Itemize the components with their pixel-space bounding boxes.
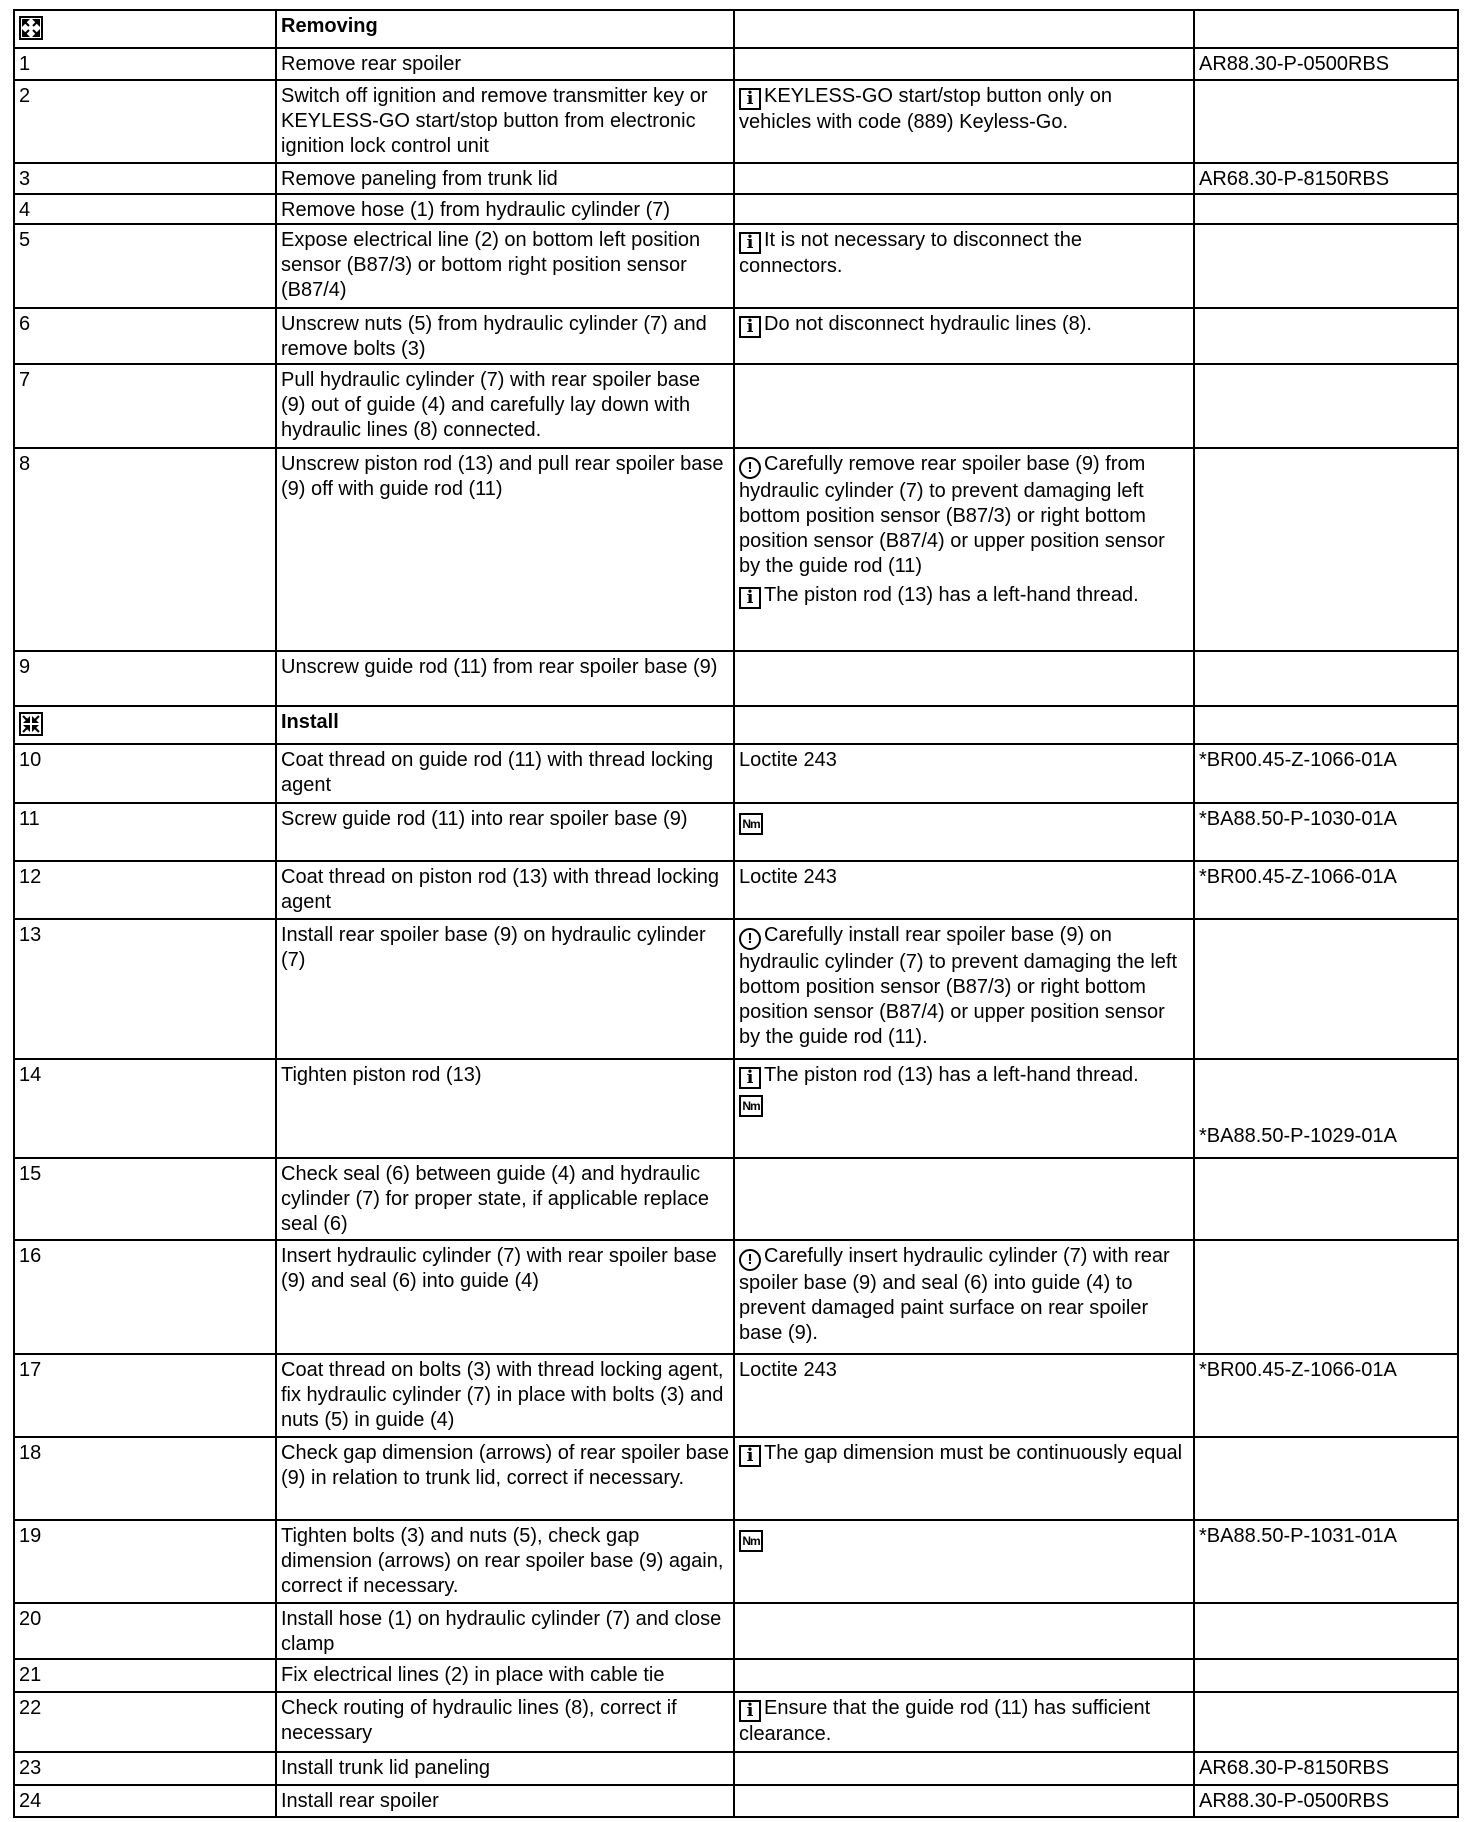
reference-cell: [1194, 1059, 1458, 1158]
empty-cell: [734, 10, 1194, 48]
step-row: [14, 448, 1458, 651]
step-number: 19: [14, 1520, 276, 1603]
step-description: Insert hydraulic cylinder (7) with rear spoiler base (9) and seal (6) into guide (4): [276, 1240, 734, 1354]
note-text: Ensure that the guide rod (11) has sufficient clearance.: [739, 1697, 1151, 1745]
reference-cell: [1194, 919, 1458, 1059]
step-row: [14, 1659, 1458, 1692]
step-notes: [734, 48, 1194, 80]
note-text: Loctite 243: [739, 749, 837, 771]
step-notes: [734, 744, 1194, 803]
reference-cell: [1194, 861, 1458, 919]
step-row: [14, 194, 1458, 224]
step-row: [14, 1437, 1458, 1520]
section-row-install: [14, 706, 1458, 744]
step-row: [14, 651, 1458, 706]
step-row: [14, 224, 1458, 308]
info-icon: i: [739, 88, 761, 110]
step-row: [14, 919, 1458, 1059]
caution-icon: !: [739, 1249, 761, 1271]
reference-cell: [1194, 1520, 1458, 1603]
reference-cell: [1194, 224, 1458, 308]
step-description: Remove paneling from trunk lid: [276, 163, 734, 194]
step-description: Unscrew guide rod (11) from rear spoiler base (9): [276, 651, 734, 706]
step-notes: [734, 1059, 1194, 1158]
step-notes: [734, 1354, 1194, 1437]
step-row: [14, 1692, 1458, 1752]
step-number: 21: [14, 1659, 276, 1692]
step-number: 11: [14, 803, 276, 861]
reference-cell: [1194, 448, 1458, 651]
step-description: Remove hose (1) from hydraulic cylinder (7): [276, 194, 734, 224]
step-description: Coat thread on piston rod (13) with thread locking agent: [276, 861, 734, 919]
step-description: Check gap dimension (arrows) of rear spoiler base (9) in relation to trunk lid, correct if necessary.: [276, 1437, 734, 1520]
step-number: 6: [14, 308, 276, 364]
note-text: Carefully install rear spoiler base (9) on hydraulic cylinder (7) to prevent damaging the left bottom position sensor (B87/3) or right bottom position sensor (B87/4) or upper position sensor by the guide rod (11).: [739, 924, 1178, 1048]
note-text: Loctite 243: [739, 866, 837, 888]
step-row: [14, 1059, 1458, 1158]
step-notes: [734, 194, 1194, 224]
torque-icon: Nm: [739, 813, 763, 835]
note: [739, 1696, 1189, 1747]
step-row: [14, 744, 1458, 803]
reference-cell: [1194, 744, 1458, 803]
note-text: Loctite 243: [739, 1359, 837, 1381]
step-notes: [734, 308, 1194, 364]
step-number: 20: [14, 1603, 276, 1659]
document-reference-link[interactable]: AR68.30-P-8150RBS: [1199, 1757, 1390, 1779]
note-text: The gap dimension must be continuously equal: [764, 1442, 1183, 1464]
reference-cell: [1194, 803, 1458, 861]
step-number: 4: [14, 194, 276, 224]
caution-icon: !: [739, 928, 761, 950]
step-number: 12: [14, 861, 276, 919]
document-reference-link[interactable]: AR88.30-P-0500RBS: [1199, 53, 1390, 75]
step-notes: [734, 1692, 1194, 1752]
info-icon: i: [739, 232, 761, 254]
section-title: Install: [276, 706, 734, 744]
step-row: [14, 364, 1458, 448]
document-reference-link[interactable]: *BR00.45-Z-1066-01A: [1199, 1359, 1397, 1381]
reference-cell: [1194, 1603, 1458, 1659]
note: [739, 452, 1189, 579]
step-number: 9: [14, 651, 276, 706]
empty-cell: [1194, 706, 1458, 744]
step-row: [14, 1158, 1458, 1240]
step-number: 1: [14, 48, 276, 80]
step-row: [14, 1354, 1458, 1437]
note-text: The piston rod (13) has a left-hand thread.: [764, 1064, 1139, 1086]
note: [739, 312, 1189, 338]
procedure-table: [13, 9, 1459, 1818]
reference-cell: [1194, 1659, 1458, 1692]
step-number: 5: [14, 224, 276, 308]
note: [739, 1441, 1189, 1467]
step-number: 13: [14, 919, 276, 1059]
step-row: [14, 1785, 1458, 1817]
step-number: 22: [14, 1692, 276, 1752]
step-number: 8: [14, 448, 276, 651]
step-row: [14, 163, 1458, 194]
caution-icon: !: [739, 457, 761, 479]
step-number: 7: [14, 364, 276, 448]
step-description: Pull hydraulic cylinder (7) with rear spoiler base (9) out of guide (4) and carefully lay down with hydraulic lines (8) connected.: [276, 364, 734, 448]
step-notes: [734, 1659, 1194, 1692]
note-text: It is not necessary to disconnect the connectors.: [739, 229, 1082, 277]
step-description: Remove rear spoiler: [276, 48, 734, 80]
step-notes: [734, 1520, 1194, 1603]
step-description: Install rear spoiler base (9) on hydraulic cylinder (7): [276, 919, 734, 1059]
step-description: Switch off ignition and remove transmitter key or KEYLESS-GO start/stop button from electronic ignition lock control unit: [276, 80, 734, 163]
step-row: [14, 803, 1458, 861]
step-notes: [734, 1603, 1194, 1659]
reference-cell: [1194, 163, 1458, 194]
note: [739, 84, 1189, 135]
info-icon: i: [739, 316, 761, 338]
note-text: The piston rod (13) has a left-hand thread.: [764, 584, 1139, 606]
step-notes: [734, 861, 1194, 919]
section-row-removing: [14, 10, 1458, 48]
step-number: 2: [14, 80, 276, 163]
torque-icon: Nm: [739, 1530, 763, 1552]
installation-icon: [19, 712, 43, 736]
empty-cell: [734, 706, 1194, 744]
document-reference-link[interactable]: *BA88.50-P-1029-01A: [1199, 1125, 1397, 1147]
note: [739, 810, 1189, 835]
note-text: Carefully insert hydraulic cylinder (7) with rear spoiler base (9) and seal (6) into guide (4) to prevent damaged paint surface on rear spoiler base (9).: [739, 1245, 1170, 1344]
document-reference-link[interactable]: *BR00.45-Z-1066-01A: [1199, 866, 1397, 888]
step-notes: [734, 1437, 1194, 1520]
step-row: [14, 861, 1458, 919]
note: [739, 1063, 1189, 1089]
reference-cell: [1194, 1692, 1458, 1752]
step-row: [14, 1240, 1458, 1354]
note: [739, 865, 1189, 890]
step-notes: [734, 803, 1194, 861]
reference-cell: [1194, 80, 1458, 163]
document-reference-link[interactable]: AR68.30-P-8150RBS: [1199, 168, 1390, 190]
step-description: Unscrew piston rod (13) and pull rear spoiler base (9) off with guide rod (11): [276, 448, 734, 651]
step-number: 18: [14, 1437, 276, 1520]
step-description: Fix electrical lines (2) in place with cable tie: [276, 1659, 734, 1692]
note-text: Carefully remove rear spoiler base (9) from hydraulic cylinder (7) to prevent damaging left bottom position sensor (B87/3) or right bottom position sensor (B87/4) or upper position sensor by the guide rod (11): [739, 453, 1165, 577]
step-number: 23: [14, 1752, 276, 1785]
document-reference-link[interactable]: AR88.30-P-0500RBS: [1199, 1790, 1390, 1812]
note-text: Do not disconnect hydraulic lines (8).: [764, 313, 1092, 335]
step-notes: [734, 651, 1194, 706]
step-row: [14, 1752, 1458, 1785]
step-notes: [734, 224, 1194, 308]
section-icon-cell: [14, 10, 276, 48]
section-icon-cell: [14, 706, 276, 744]
note: [739, 228, 1189, 279]
reference-cell: [1194, 1437, 1458, 1520]
step-row: [14, 1520, 1458, 1603]
step-row: [14, 48, 1458, 80]
reference-cell: [1194, 194, 1458, 224]
step-notes: [734, 1158, 1194, 1240]
step-description: Expose electrical line (2) on bottom left position sensor (B87/3) or bottom right position sensor (B87/4): [276, 224, 734, 308]
note: [739, 1358, 1189, 1383]
step-row: [14, 1603, 1458, 1659]
note: [739, 923, 1189, 1050]
info-icon: i: [739, 1700, 761, 1722]
reference-cell: [1194, 1240, 1458, 1354]
step-notes: [734, 919, 1194, 1059]
note: [739, 1092, 1189, 1117]
step-description: Coat thread on bolts (3) with thread locking agent, fix hydraulic cylinder (7) in place with bolts (3) and nuts (5) in guide (4): [276, 1354, 734, 1437]
step-notes: [734, 448, 1194, 651]
note: [739, 1527, 1189, 1552]
note-text: KEYLESS-GO start/stop button only on vehicles with code (889) Keyless-Go.: [739, 85, 1112, 133]
document-reference-link[interactable]: *BA88.50-P-1030-01A: [1199, 808, 1397, 830]
note: [739, 583, 1189, 609]
step-number: 16: [14, 1240, 276, 1354]
step-number: 15: [14, 1158, 276, 1240]
reference-cell: [1194, 1785, 1458, 1817]
info-icon: i: [739, 587, 761, 609]
reference-cell: [1194, 308, 1458, 364]
section-title: Removing: [276, 10, 734, 48]
step-notes: [734, 1785, 1194, 1817]
step-description: Install trunk lid paneling: [276, 1752, 734, 1785]
step-number: 3: [14, 163, 276, 194]
info-icon: i: [739, 1445, 761, 1467]
step-number: 24: [14, 1785, 276, 1817]
reference-cell: [1194, 48, 1458, 80]
step-notes: [734, 1240, 1194, 1354]
step-number: 17: [14, 1354, 276, 1437]
reference-cell: [1194, 364, 1458, 448]
step-notes: [734, 1752, 1194, 1785]
step-description: Coat thread on guide rod (11) with thread locking agent: [276, 744, 734, 803]
step-description: Screw guide rod (11) into rear spoiler base (9): [276, 803, 734, 861]
empty-cell: [1194, 10, 1458, 48]
note: [739, 1244, 1189, 1346]
step-description: Unscrew nuts (5) from hydraulic cylinder (7) and remove bolts (3): [276, 308, 734, 364]
reference-cell: [1194, 651, 1458, 706]
removal-icon: [19, 16, 43, 40]
step-description: Check routing of hydraulic lines (8), correct if necessary: [276, 1692, 734, 1752]
step-number: 10: [14, 744, 276, 803]
step-description: Tighten piston rod (13): [276, 1059, 734, 1158]
step-notes: [734, 80, 1194, 163]
document-reference-link[interactable]: *BR00.45-Z-1066-01A: [1199, 749, 1397, 771]
step-description: Check seal (6) between guide (4) and hydraulic cylinder (7) for proper state, if applicable replace seal (6): [276, 1158, 734, 1240]
step-number: 14: [14, 1059, 276, 1158]
document-reference-link[interactable]: *BA88.50-P-1031-01A: [1199, 1525, 1397, 1547]
reference-cell: [1194, 1354, 1458, 1437]
torque-icon: Nm: [739, 1095, 763, 1117]
step-notes: [734, 163, 1194, 194]
step-description: Install rear spoiler: [276, 1785, 734, 1817]
step-description: Tighten bolts (3) and nuts (5), check gap dimension (arrows) on rear spoiler base (9) again, correct if necessary.: [276, 1520, 734, 1603]
step-notes: [734, 364, 1194, 448]
reference-cell: [1194, 1158, 1458, 1240]
reference-cell: [1194, 1752, 1458, 1785]
step-description: Install hose (1) on hydraulic cylinder (7) and close clamp: [276, 1603, 734, 1659]
note: [739, 748, 1189, 773]
step-row: [14, 308, 1458, 364]
step-row: [14, 80, 1458, 163]
info-icon: i: [739, 1067, 761, 1089]
